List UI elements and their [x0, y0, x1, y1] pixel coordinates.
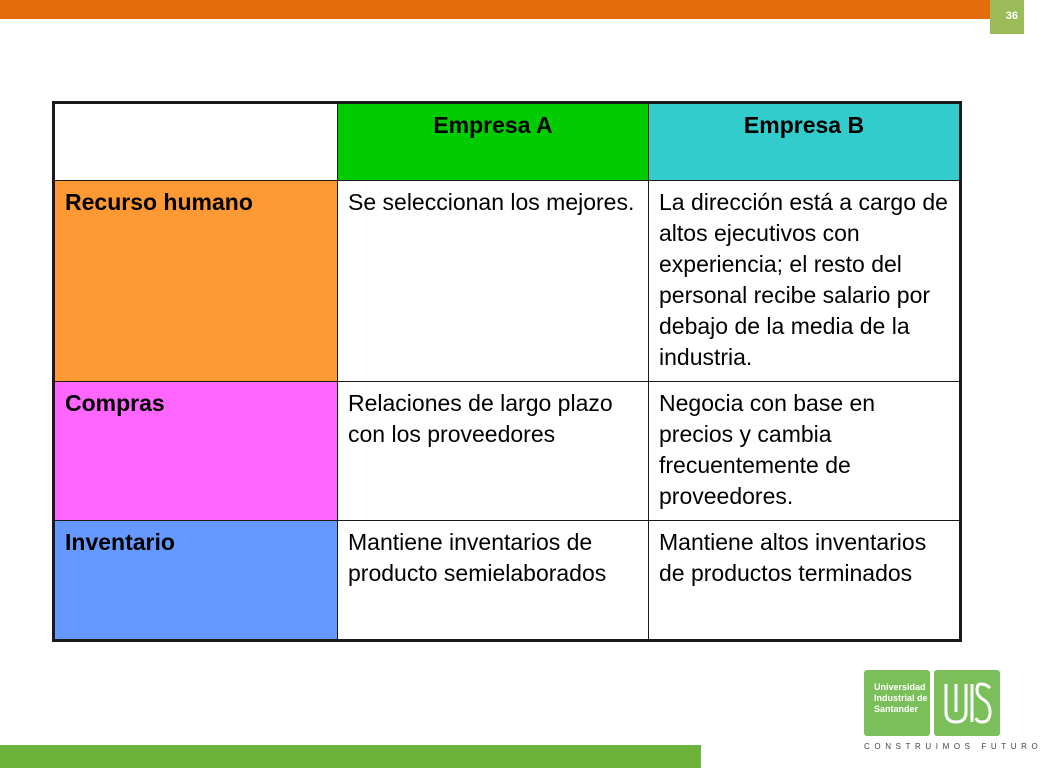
header-empresa-b: Empresa B	[649, 103, 961, 181]
cell-empresa-a: Se seleccionan los mejores.	[338, 181, 649, 382]
logo-line-3: Santander	[874, 704, 919, 714]
header-empresa-a: Empresa A	[338, 103, 649, 181]
logo-tagline: CONSTRUIMOS FUTURO	[864, 742, 1042, 751]
cell-empresa-b: Negocia con base en precios y cambia frecuentemente de proveedores.	[649, 382, 961, 521]
table-row	[54, 521, 961, 641]
row-label-compras: Compras	[54, 382, 338, 521]
table-row	[54, 181, 961, 382]
page-number-box	[990, 0, 1024, 34]
table-header-row	[54, 103, 961, 181]
cell-empresa-b: Mantiene altos inventarios de productos terminados	[649, 521, 961, 641]
header-blank-cell	[54, 103, 338, 181]
logo-line-2: Industrial de	[874, 693, 928, 703]
comparison-table	[52, 101, 962, 642]
logo-line-1: Universidad	[874, 682, 926, 692]
logo-uis-mark-icon	[934, 670, 1000, 736]
top-accent-bar	[0, 0, 990, 19]
logo-name-text	[874, 682, 932, 715]
table-row	[54, 382, 961, 521]
cell-empresa-a: Mantiene inventarios de producto semielaborados	[338, 521, 649, 641]
cell-empresa-b: La dirección está a cargo de altos ejecutivos con experiencia; el resto del personal recibe salario por debajo de la media de la industria.	[649, 181, 961, 382]
cell-empresa-a: Relaciones de largo plazo con los proveedores	[338, 382, 649, 521]
bottom-accent-bar	[0, 745, 701, 768]
university-logo	[862, 670, 1042, 755]
row-label-recurso-humano: Recurso humano	[54, 181, 338, 382]
logo-name-box	[864, 670, 930, 736]
page-number: 36	[1005, 10, 1018, 22]
row-label-inventario: Inventario	[54, 521, 338, 641]
